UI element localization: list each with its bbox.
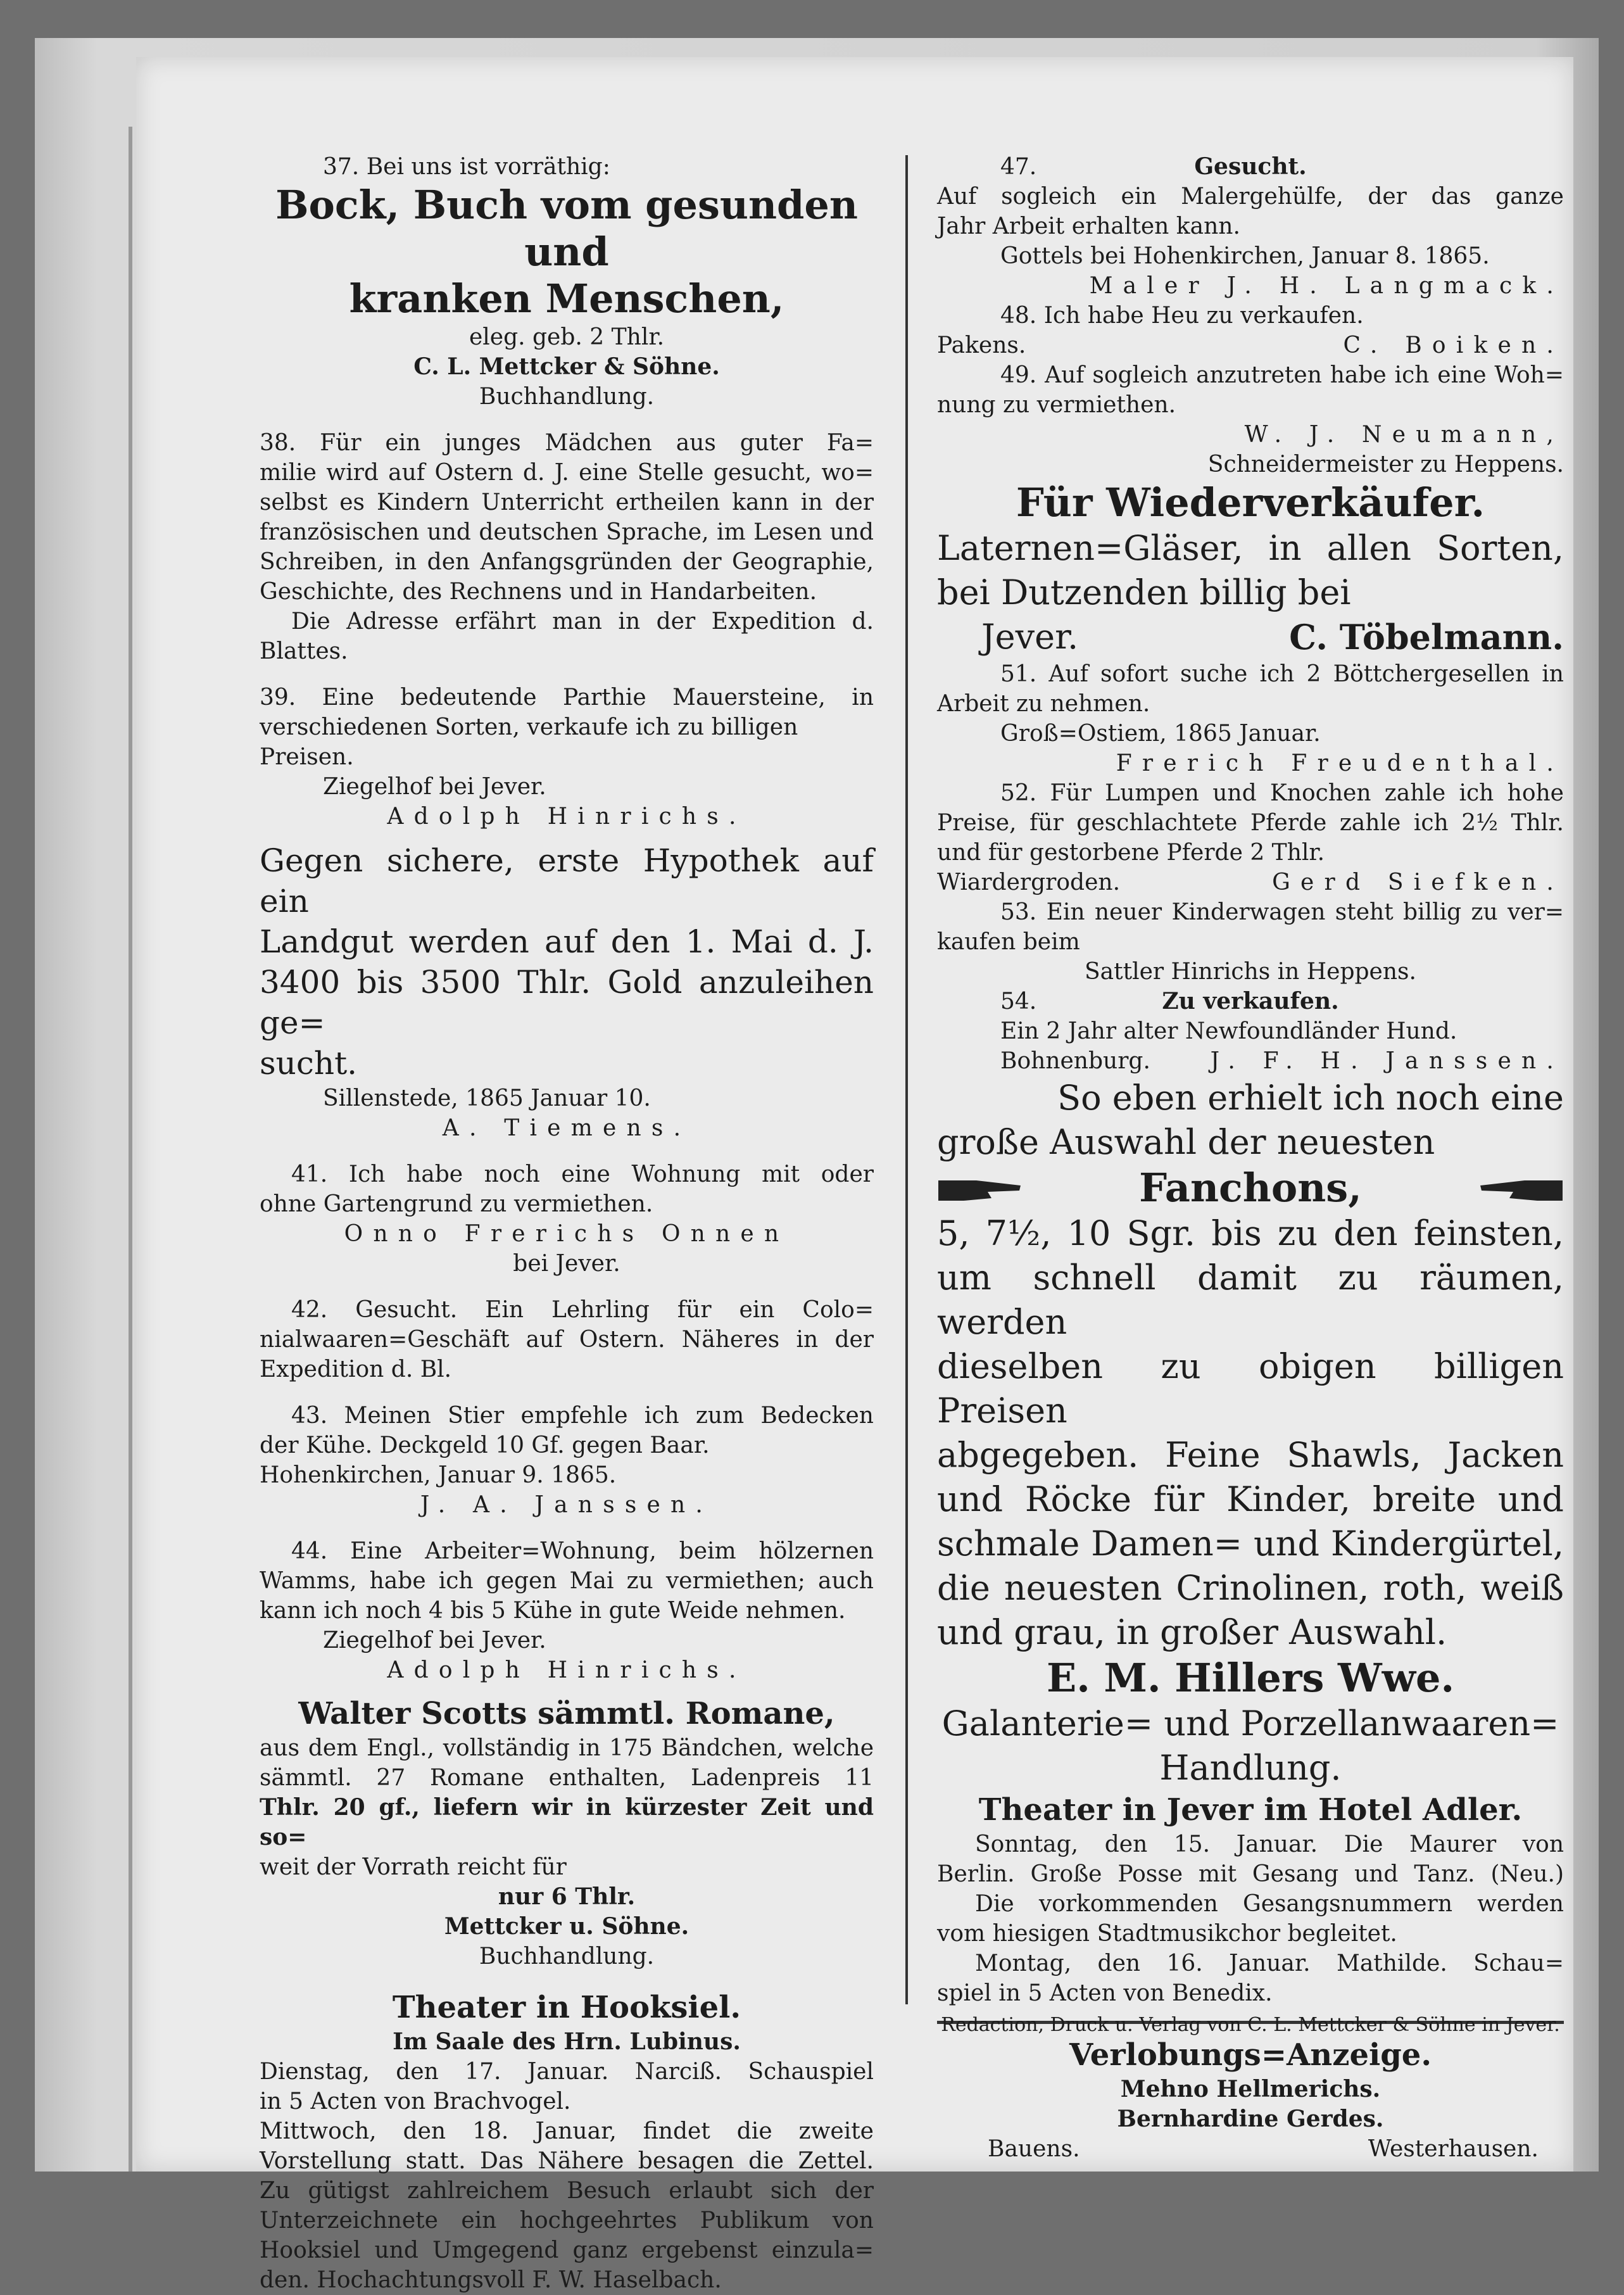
- ad-text: Expedition d. Bl.: [260, 1356, 452, 1382]
- ad-signature: A. Tiemens.: [442, 1115, 691, 1141]
- ad-text: Vorstellung statt. Das Nähere besagen die Zettel.: [260, 2148, 874, 2174]
- ad-text: Blattes.: [260, 638, 348, 664]
- ad-text: sämmtl. 27 Romane enthalten, Ladenpreis 11: [260, 1765, 874, 1791]
- ad-firm-sub: Buchhandlung.: [479, 384, 655, 410]
- ad-text: 49. Auf sogleich anzutreten habe ich eine Woh=: [1000, 362, 1564, 388]
- ad-text: aus dem Engl., vollständig in 175 Bändchen, welche: [260, 1735, 874, 1761]
- ad-signature: Frerich Freudenthal.: [1116, 750, 1564, 776]
- ad-text: und Röcke für Kinder, breite und: [937, 1479, 1564, 1519]
- ad-signature: Onno Frerichs Onnen: [344, 1221, 790, 1247]
- right-column: [937, 152, 1564, 2164]
- ad-text: kann ich noch 4 bis 5 Kühe in gute Weide nehmen.: [260, 1598, 846, 1624]
- ad-text: 48. Ich habe Heu zu verkaufen.: [1000, 303, 1364, 329]
- ad-firm-sub: Handlung.: [1159, 1748, 1342, 1788]
- ad-text: kaufen beim: [937, 929, 1080, 955]
- ad-53: [937, 897, 1564, 987]
- ad-name: Bernhardine Gerdes.: [1117, 2106, 1384, 2132]
- ad-place: Ziegelhof bei Jever.: [323, 774, 546, 800]
- ad-text: Preise, für geschlachtete Pferde zahle ich 2½ Thlr.: [937, 810, 1564, 836]
- ad-firm: C. Töbelmann.: [1289, 617, 1564, 657]
- ad-text: milie wird auf Ostern d. J. eine Stelle gesucht, wo=: [260, 460, 874, 486]
- ad-text: Schreiben, in den Anfangsgründen der Geographie,: [260, 549, 874, 575]
- ad-place: Westerhausen.: [1368, 2136, 1539, 2162]
- ad-place: Bauens.: [988, 2136, 1080, 2162]
- ad-text: in 5 Acten von Brachvogel.: [260, 2089, 571, 2115]
- ad-place: Groß=Ostiem, 1865 Januar.: [1000, 721, 1321, 747]
- ad-text: Mittwoch, den 18. Januar, findet die zweite: [260, 2118, 874, 2144]
- ad-title: Theater in Hooksiel.: [392, 1990, 741, 2025]
- ad-41: [260, 1160, 874, 1279]
- ad-text: große Auswahl der neuesten: [937, 1122, 1435, 1162]
- ad-text: nialwaaren=Geschäft auf Ostern. Näheres in der: [260, 1327, 874, 1353]
- ad-place: Pakens.: [937, 332, 1026, 358]
- ad-text: der Kühe. Deckgeld 10 Gf. gegen Baar.: [260, 1432, 710, 1458]
- ad-title: Fanchons,: [1139, 1165, 1362, 1211]
- ad-text: nung zu vermiethen.: [937, 392, 1176, 418]
- ad-text: ohne Gartengrund zu vermiethen.: [260, 1191, 653, 1217]
- ad-48: [937, 301, 1564, 360]
- column-divider: [905, 155, 908, 2004]
- ad-text: Berlin. Große Posse mit Gesang und Tanz. (Neu.): [937, 1861, 1564, 1887]
- ad-51: [937, 659, 1564, 778]
- ad-name: Mehno Hellmerichs.: [1120, 2076, 1381, 2102]
- ad-signature: J. F. H. Janssen.: [1210, 1048, 1564, 1074]
- ad-text: 52. Für Lumpen und Knochen zahle ich hohe: [1000, 780, 1564, 806]
- ad-52: [937, 778, 1564, 897]
- ad-place: Hohenkirchen, Januar 9. 1865.: [260, 1462, 617, 1488]
- ad-text: schmale Damen= und Kindergürtel,: [937, 1524, 1564, 1564]
- ad-text: weit der Vorrath reicht für: [260, 1854, 567, 1880]
- ad-firm-sub: Galanterie= und Porzellanwaaren=: [941, 1704, 1559, 1743]
- ad-text: Hooksiel und Umgegend ganz ergebenst einzula=: [260, 2237, 874, 2263]
- ad-text: spiel in 5 Acten von Benedix.: [937, 1980, 1273, 2006]
- ad-text: Die vorkommenden Gesangsnummern werden: [975, 1891, 1564, 1917]
- ad-title: Theater in Jever im Hotel Adler.: [978, 1792, 1523, 1828]
- ad-subtitle: Im Saale des Hrn. Lubinus.: [393, 2028, 741, 2055]
- ad-text: Zu gütigst zahlreichem Besuch erlaubt sich der: [260, 2178, 874, 2204]
- ad-scott: [260, 1694, 874, 1971]
- ad-title: Verlobungs=Anzeige.: [1069, 2037, 1432, 2073]
- ad-text: 41. Ich habe noch eine Wohnung mit oder: [291, 1161, 874, 1187]
- ad-title: Bock, Buch vom gesunden und: [275, 182, 858, 275]
- ad-text: Die Adresse erfährt man in der Expedition d.: [291, 609, 874, 635]
- ad-54: [937, 987, 1564, 1076]
- ad-37: [260, 152, 874, 412]
- ad-number: 47.: [1000, 154, 1037, 180]
- ad-price: nur 6 Thlr.: [498, 1883, 636, 1910]
- ad-number: 54.: [1000, 989, 1037, 1015]
- pointing-hand-left-icon: [1475, 1174, 1564, 1202]
- ad-40: [260, 840, 874, 1143]
- ad-47: [937, 152, 1564, 301]
- ad-text: Geschichte, des Rechnens und in Handarbeiten.: [260, 579, 817, 605]
- ad-price: eleg. geb. 2 Thlr.: [469, 324, 665, 350]
- ad-text: vom hiesigen Stadtmusikchor begleitet.: [937, 1921, 1397, 1947]
- ad-50: [937, 479, 1564, 659]
- ad-text: sucht.: [260, 1045, 358, 1082]
- ad-place: Bohnenburg.: [1000, 1048, 1150, 1074]
- ad-text: selbst es Kindern Unterricht ertheilen kann in der: [260, 490, 874, 515]
- ad-fanchons: [937, 1076, 1564, 1790]
- ad-heading: Zu verkaufen.: [1162, 988, 1339, 1015]
- ad-49: [937, 360, 1564, 479]
- ad-place: bei Jever.: [513, 1251, 620, 1277]
- ad-42: [260, 1295, 874, 1384]
- ad-place: Jever.: [981, 617, 1079, 657]
- ad-text: 3400 bis 3500 Thlr. Gold anzuleihen ge=: [260, 964, 874, 1041]
- ad-text: So eben erhielt ich noch eine: [1057, 1078, 1564, 1118]
- ad-text: Gegen sichere, erste Hypothek auf ein: [260, 842, 874, 920]
- ad-signature: Sattler Hinrichs in Heppens.: [1085, 959, 1416, 985]
- ad-text: 5, 7½, 10 Sgr. bis zu den feinsten,: [937, 1213, 1564, 1253]
- ad-text: 39. Eine bedeutende Parthie Mauersteine, in: [260, 685, 874, 711]
- ad-signature: den. Hochachtungsvoll F. W. Haselbach.: [260, 2267, 722, 2293]
- ad-text: und grau, in großer Auswahl.: [937, 1612, 1447, 1652]
- ad-text: Ein 2 Jahr alter Newfoundländer Hund.: [1000, 1018, 1457, 1044]
- ad-title: Für Wiederverkäufer.: [1016, 479, 1485, 526]
- ad-text: verschiedenen Sorten, verkaufe ich zu billigen Preisen.: [260, 714, 798, 770]
- ad-signature: Gerd Siefken.: [1272, 869, 1564, 895]
- ad-43: [260, 1401, 874, 1520]
- ad-text: Unterzeichnete ein hochgeehrtes Publikum von: [260, 2208, 874, 2234]
- ad-firm: C. L. Mettcker & Söhne.: [413, 353, 720, 380]
- ad-title: Walter Scotts sämmtl. Romane,: [298, 1696, 835, 1731]
- ad-39: [260, 683, 874, 831]
- ad-text: die neuesten Crinolinen, roth, weiß: [937, 1568, 1564, 1608]
- ad-text: Arbeit zu nehmen.: [937, 691, 1150, 717]
- ad-place: Sillenstede, 1865 Januar 10.: [323, 1085, 651, 1111]
- ad-text: Jahr Arbeit erhalten kann.: [937, 213, 1240, 239]
- ad-signature: Adolph Hinrichs.: [387, 1657, 746, 1683]
- ad-text: Wamms, habe ich gegen Mai zu vermiethen; auch: [260, 1568, 874, 1594]
- ad-text: 53. Ein neuer Kinderwagen steht billig zu ver=: [1000, 899, 1564, 925]
- ad-signature: Maler J. H. Langmack.: [1089, 273, 1564, 299]
- ad-text: 37. Bei uns ist vorräthig:: [323, 154, 610, 180]
- ad-firm-sub: Buchhandlung.: [479, 1944, 655, 1969]
- ad-text: Landgut werden auf den 1. Mai d. J.: [260, 923, 874, 960]
- page-edge: [129, 127, 132, 2172]
- ad-verlobung: [937, 2035, 1564, 2164]
- pointing-hand-right-icon: [937, 1174, 1026, 1202]
- ad-text: Thlr. 20 gf., liefern wir in kürzester Zeit und so=: [260, 1794, 874, 1850]
- ad-title: kranken Menschen,: [349, 275, 784, 322]
- ad-text: bei Dutzenden billig bei: [937, 572, 1351, 612]
- ad-signature: C. Boiken.: [1343, 332, 1564, 358]
- ad-signature: J. A. Janssen.: [420, 1492, 714, 1518]
- ad-theater-hooksiel: [260, 1988, 874, 2295]
- ad-place: Ziegelhof bei Jever.: [323, 1628, 546, 1653]
- imprint-footer: Redaction, Druck u. Verlag von C. L. Mettcker & Söhne in Jever.: [941, 2014, 1560, 2036]
- ad-place: Gottels bei Hohenkirchen, Januar 8. 1865.: [1000, 243, 1490, 269]
- ad-38: [260, 428, 874, 666]
- ad-text: Auf sogleich ein Malergehülfe, der das ganze: [937, 184, 1564, 210]
- ad-signature: W. J. Neumann,: [1244, 422, 1564, 448]
- ad-firm: E. M. Hillers Wwe.: [1046, 1655, 1455, 1701]
- ad-firm: Mettcker u. Söhne.: [444, 1913, 689, 1940]
- ad-text: dieselben zu obigen billigen Preisen: [937, 1346, 1564, 1431]
- ad-text: Montag, den 16. Januar. Mathilde. Schau=: [975, 1950, 1564, 1976]
- ad-text: Laternen=Gläser, in allen Sorten,: [937, 528, 1564, 568]
- ad-text: 42. Gesucht. Ein Lehrling für ein Colo=: [291, 1297, 874, 1323]
- ad-text: französischen und deutschen Sprache, im Lesen und: [260, 519, 874, 545]
- ad-signature: Adolph Hinrichs.: [387, 804, 746, 830]
- ad-text: 38. Für ein junges Mädchen aus guter Fa=: [260, 430, 874, 456]
- ad-signature-title: Schneidermeister zu Heppens.: [1207, 452, 1564, 477]
- ad-text: 51. Auf sofort suche ich 2 Böttchergesellen in: [1000, 661, 1564, 687]
- ad-text: Sonntag, den 15. Januar. Die Maurer von: [975, 1831, 1564, 1857]
- ad-text: 43. Meinen Stier empfehle ich zum Bedecken: [291, 1403, 874, 1429]
- ad-44: [260, 1536, 874, 1685]
- ad-text: und für gestorbene Pferde 2 Thlr.: [937, 840, 1325, 866]
- ad-heading: Gesucht.: [1194, 153, 1307, 180]
- ad-theater-jever: [937, 1790, 1564, 2008]
- ad-text: um schnell damit zu räumen, werden: [937, 1258, 1564, 1342]
- ad-text: 44. Eine Arbeiter=Wohnung, beim hölzernen: [291, 1538, 874, 1564]
- ad-text: abgegeben. Feine Shawls, Jacken: [937, 1435, 1564, 1475]
- ad-place: Wiardergroden.: [937, 869, 1121, 895]
- ad-text: Dienstag, den 17. Januar. Narciß. Schauspiel: [260, 2059, 874, 2085]
- left-column: [260, 152, 874, 2295]
